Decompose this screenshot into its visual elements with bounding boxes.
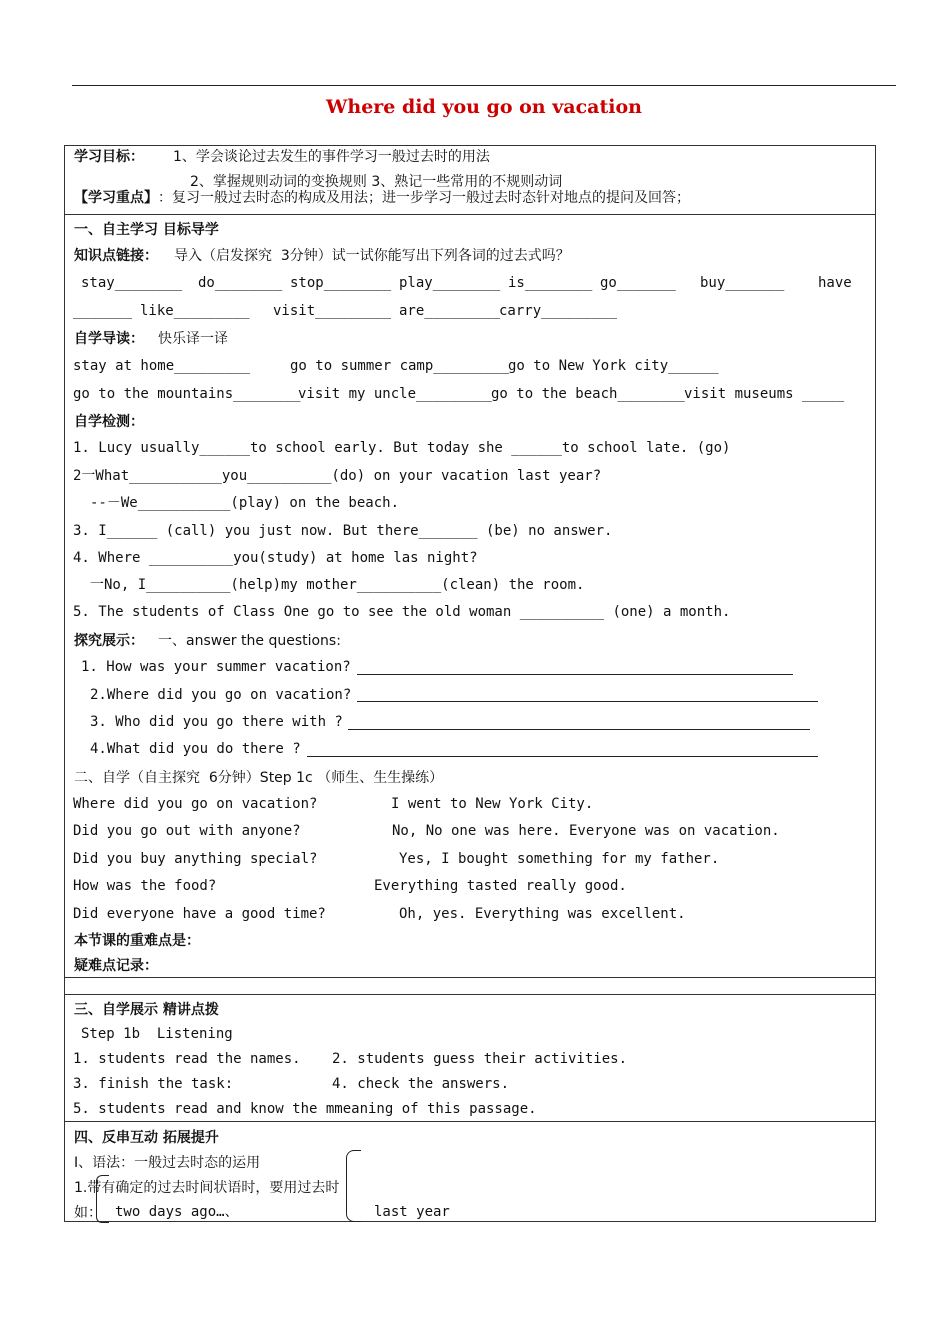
page-title: Where did you go on vacation xyxy=(326,96,642,118)
grammar-line: I、语法：一般过去时态的运用 xyxy=(74,1155,261,1171)
question: 1. How was your summer vacation? xyxy=(81,659,351,675)
dialog-question: Where did you go on vacation? xyxy=(73,796,318,812)
dialog-answer: Oh, yes. Everything was excellent. xyxy=(399,906,686,922)
focus-label: 【学习重点】 xyxy=(74,190,158,206)
answer-line xyxy=(357,701,818,702)
section4-heading: 四、反串互动 拓展提升 xyxy=(74,1130,219,1146)
check-item: 2一What___________you__________(do) on your vacation last year? xyxy=(73,468,602,484)
dialog-answer: Yes, I bought something for my father. xyxy=(399,851,720,867)
dialog-question: Did everyone have a good time? xyxy=(73,906,326,922)
row-divider xyxy=(64,1121,876,1122)
word-blank: have xyxy=(818,275,852,291)
difficult-points-label: 疑难点记录： xyxy=(74,958,158,974)
explore-text: 一、answer the questions: xyxy=(158,633,341,649)
objective-item-2: 2、掌握规则动词的变换规则 3、熟记一些常用的不规则动词 xyxy=(190,174,563,190)
check-item: 一No, I__________(help)my mother__________(clean) the room. xyxy=(90,577,585,593)
word-blank: go_______ xyxy=(600,275,676,291)
dialog-question: Did you buy anything special? xyxy=(73,851,318,867)
explore-label: 探究展示： xyxy=(74,633,144,649)
row-divider xyxy=(64,977,876,978)
dialog-answer: No, No one was here. Everyone was on vacation. xyxy=(392,823,780,839)
word-blank: is________ xyxy=(508,275,593,291)
word-blank: stop________ xyxy=(290,275,392,291)
word-blank: visit_________ xyxy=(273,303,392,319)
listening-item: 4. check the answers. xyxy=(332,1076,510,1092)
question: 4.What did you do there ? xyxy=(90,741,301,757)
listening-item: 2. students guess their activities. xyxy=(332,1051,628,1067)
dialog-answer: Everything tasted really good. xyxy=(374,878,627,894)
phrase-blank: go to the mountains________ xyxy=(73,386,301,402)
key-points-label: 本节课的重难点是： xyxy=(74,933,200,949)
answer-line xyxy=(357,674,793,675)
word-blank: _______ xyxy=(73,303,133,319)
answer-line xyxy=(348,729,810,730)
section3-heading: 三、自学展示 精讲点拨 xyxy=(74,1002,219,1018)
left-brace-mark xyxy=(96,1175,109,1223)
step-label: Step 1b Listening xyxy=(81,1026,233,1042)
row-divider xyxy=(64,994,876,995)
word-blank: carry_________ xyxy=(499,303,618,319)
knowledge-link-label: 知识点链接： xyxy=(74,248,158,264)
word-blank: play________ xyxy=(399,275,501,291)
word-blank: stay________ xyxy=(81,275,183,291)
phrase-blank: stay at home_________ xyxy=(73,358,251,374)
word-blank: like_________ xyxy=(140,303,250,319)
phrase-blank: visit my uncle_________ xyxy=(298,386,492,402)
header-rule xyxy=(72,85,896,86)
self-guide-text: 快乐译一译 xyxy=(158,331,228,347)
question: 2.Where did you go on vacation? xyxy=(90,687,352,703)
example-text: last year xyxy=(374,1204,450,1220)
dialog-question: Did you go out with anyone? xyxy=(73,823,301,839)
word-blank: are_________ xyxy=(399,303,501,319)
row-divider xyxy=(64,214,876,215)
question: 3. Who did you go there with ? xyxy=(90,714,343,730)
check-item: 4. Where __________you(study) at home las night? xyxy=(73,550,478,566)
listening-item: 5. students read and know the mmeaning of this passage. xyxy=(73,1101,537,1117)
check-item: 1. Lucy usually______to school early. But today she ______to school late. (go) xyxy=(73,440,731,456)
knowledge-link-text: 导入（启发探究 3分钟）试一试你能写出下列各词的过去式吗？ xyxy=(174,248,570,264)
objectives-label: 学习目标： xyxy=(74,149,144,165)
section2-heading: 二、自学（自主探究 6分钟）Step 1c （师生、生生操练） xyxy=(74,770,444,786)
check-item: --－We___________(play) on the beach. xyxy=(90,495,400,511)
dialog-question: How was the food? xyxy=(73,878,217,894)
phrase-blank: visit museums _____ xyxy=(684,386,845,402)
example-text: two days ago…、 xyxy=(115,1204,239,1220)
word-blank: do________ xyxy=(198,275,283,291)
focus-text: ：复习一般过去时态的构成及用法；进一步学习一般过去时态针对地点的提问及回答； xyxy=(158,190,690,206)
word-blank: buy_______ xyxy=(700,275,785,291)
example-label: 如： xyxy=(74,1205,102,1221)
self-check-label: 自学检测： xyxy=(74,414,144,430)
check-item: 3. I______ (call) you just now. But there_______ (be) no answer. xyxy=(73,523,613,539)
objective-item-1: 1、学会谈论过去发生的事件学习一般过去时的用法 xyxy=(173,149,490,165)
listening-item: 3. finish the task: xyxy=(73,1076,234,1092)
listening-item: 1. students read the names. xyxy=(73,1051,301,1067)
phrase-blank: go to New York city______ xyxy=(508,358,719,374)
phrase-blank: go to summer camp_________ xyxy=(290,358,510,374)
self-guide-label: 自学导读： xyxy=(74,331,144,347)
phrase-blank: go to the beach________ xyxy=(491,386,685,402)
answer-line xyxy=(307,756,818,757)
section1-heading: 一、自主学习 目标导学 xyxy=(74,222,219,238)
right-brace-mark xyxy=(346,1150,361,1222)
check-item: 5. The students of Class One go to see the old woman __________ (one) a month. xyxy=(73,604,731,620)
grammar-rule: 1.带有确定的过去时间状语时，要用过去时 xyxy=(74,1180,340,1196)
dialog-answer: I went to New York City. xyxy=(391,796,594,812)
